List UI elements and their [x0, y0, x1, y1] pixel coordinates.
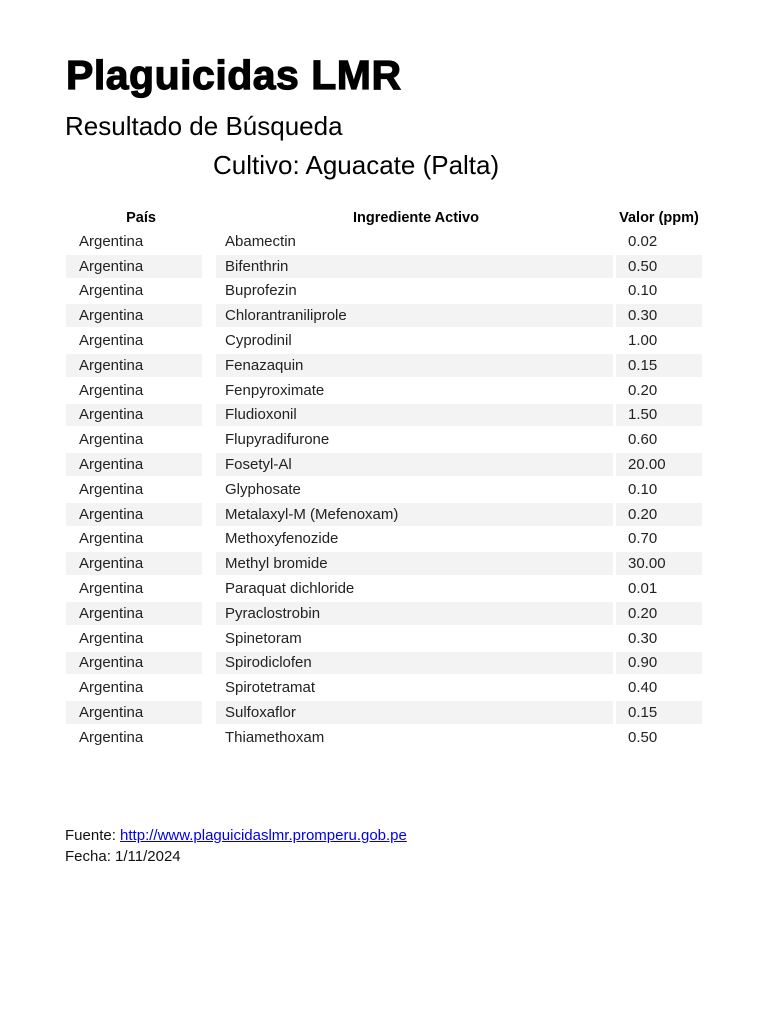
cell-country: Argentina — [66, 528, 216, 553]
cell-country: Argentina — [66, 453, 216, 478]
cell-ingredient: Fenazaquin — [216, 354, 616, 379]
cell-value: 30.00 — [616, 552, 702, 577]
table-row — [66, 304, 702, 329]
cell-value: 0.20 — [616, 602, 702, 627]
cell-ingredient: Spirodiclofen — [216, 652, 616, 677]
cell-value: 0.10 — [616, 280, 702, 305]
cell-value: 0.15 — [616, 354, 702, 379]
table-row — [66, 230, 702, 255]
cell-value: 1.50 — [616, 404, 702, 429]
cell-ingredient: Paraquat dichloride — [216, 577, 616, 602]
cell-country: Argentina — [66, 280, 216, 305]
cell-ingredient: Chlorantraniliprole — [216, 304, 616, 329]
table-row — [66, 701, 702, 726]
table-row — [66, 577, 702, 602]
footer-date: Fecha: 1/11/2024 — [65, 848, 181, 865]
page-title: Plaguicidas LMR — [66, 52, 402, 98]
table-row — [66, 255, 702, 280]
cell-country: Argentina — [66, 354, 216, 379]
cell-ingredient: Spirotetramat — [216, 676, 616, 701]
cell-value: 0.02 — [616, 230, 702, 255]
cell-ingredient: Methoxyfenozide — [216, 528, 616, 553]
cell-ingredient: Cyprodinil — [216, 329, 616, 354]
cell-ingredient: Buprofezin — [216, 280, 616, 305]
cell-ingredient: Sulfoxaflor — [216, 701, 616, 726]
cell-ingredient: Flupyradifurone — [216, 428, 616, 453]
cell-value: 0.15 — [616, 701, 702, 726]
cell-ingredient: Fenpyroximate — [216, 379, 616, 404]
cell-country: Argentina — [66, 478, 216, 503]
cell-ingredient: Fludioxonil — [216, 404, 616, 429]
column-header-ingredient: Ingrediente Activo — [353, 210, 479, 226]
cell-ingredient: Thiamethoxam — [216, 726, 616, 751]
table-row — [66, 404, 702, 429]
cell-value: 0.60 — [616, 428, 702, 453]
cell-value: 20.00 — [616, 453, 702, 478]
cell-value: 0.01 — [616, 577, 702, 602]
cell-country: Argentina — [66, 726, 216, 751]
cell-value: 0.90 — [616, 652, 702, 677]
table-row — [66, 478, 702, 503]
cell-ingredient: Pyraclostrobin — [216, 602, 616, 627]
source-label: Fuente: — [65, 827, 121, 844]
table-row — [66, 503, 702, 528]
cell-ingredient: Methyl bromide — [216, 552, 616, 577]
cell-ingredient: Bifenthrin — [216, 255, 616, 280]
cell-country: Argentina — [66, 552, 216, 577]
cell-value: 0.50 — [616, 726, 702, 751]
cell-country: Argentina — [66, 577, 216, 602]
cell-ingredient: Metalaxyl-M (Mefenoxam) — [216, 503, 616, 528]
cell-value: 0.40 — [616, 676, 702, 701]
table-row — [66, 552, 702, 577]
cell-country: Argentina — [66, 602, 216, 627]
table-header-row — [66, 206, 702, 230]
cell-country: Argentina — [66, 627, 216, 652]
cell-country: Argentina — [66, 304, 216, 329]
table-row — [66, 453, 702, 478]
table-row — [66, 329, 702, 354]
cell-country: Argentina — [66, 652, 216, 677]
cell-country: Argentina — [66, 329, 216, 354]
table-row — [66, 428, 702, 453]
cell-country: Argentina — [66, 676, 216, 701]
cell-value: 0.30 — [616, 304, 702, 329]
table-row — [66, 652, 702, 677]
table-row — [66, 379, 702, 404]
cell-ingredient: Abamectin — [216, 230, 616, 255]
cell-value: 0.30 — [616, 627, 702, 652]
cell-value: 1.00 — [616, 329, 702, 354]
cell-value: 0.20 — [616, 503, 702, 528]
table-row — [66, 280, 702, 305]
crop-heading: Cultivo: Aguacate (Palta) — [213, 150, 500, 180]
column-header-value: Valor (ppm) — [619, 210, 699, 226]
cell-ingredient: Spinetoram — [216, 627, 616, 652]
cell-country: Argentina — [66, 428, 216, 453]
table-row — [66, 726, 702, 751]
cell-country: Argentina — [66, 404, 216, 429]
cell-country: Argentina — [66, 701, 216, 726]
table-row — [66, 627, 702, 652]
results-table — [66, 206, 702, 751]
column-header-country: País — [126, 210, 156, 226]
table-body — [66, 230, 702, 751]
table-row — [66, 602, 702, 627]
source-link[interactable]: http://www.plaguicidaslmr.promperu.gob.pe — [120, 827, 407, 844]
cell-value: 0.20 — [616, 379, 702, 404]
cell-country: Argentina — [66, 503, 216, 528]
cell-country: Argentina — [66, 379, 216, 404]
page-subtitle: Resultado de Búsqueda — [65, 111, 343, 141]
cell-country: Argentina — [66, 230, 216, 255]
table-row — [66, 676, 702, 701]
footer-source — [65, 827, 407, 844]
cell-ingredient: Fosetyl-Al — [216, 453, 616, 478]
cell-value: 0.70 — [616, 528, 702, 553]
cell-country: Argentina — [66, 255, 216, 280]
table-row — [66, 354, 702, 379]
cell-ingredient: Glyphosate — [216, 478, 616, 503]
cell-value: 0.10 — [616, 478, 702, 503]
table-row — [66, 528, 702, 553]
cell-value: 0.50 — [616, 255, 702, 280]
